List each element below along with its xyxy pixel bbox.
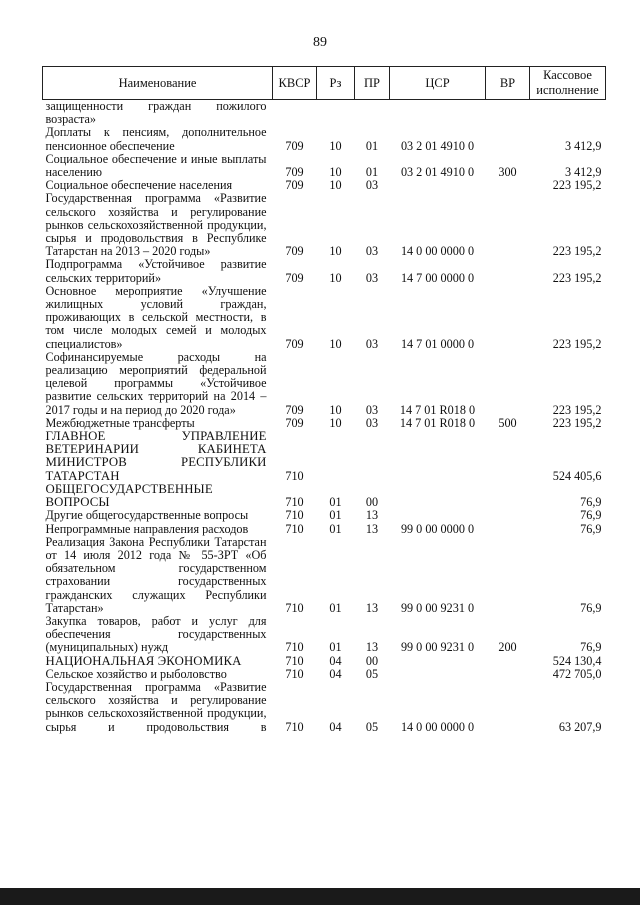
row-vr xyxy=(486,192,530,258)
row-kvsr: 710 xyxy=(285,495,304,510)
row-name: ОБЩЕГОСУДАРСТВЕННЫЕ ВОПРОСЫ xyxy=(45,481,213,510)
row-pr: 13 xyxy=(365,508,379,523)
table-row xyxy=(43,351,606,417)
budget-table xyxy=(42,66,606,734)
row-rz: 04 xyxy=(329,666,342,681)
row-sum: 63 207,9 xyxy=(558,719,602,734)
scan-bottom-edge xyxy=(0,888,640,905)
row-rz: 10 xyxy=(329,244,342,259)
budget-table-container xyxy=(42,66,605,734)
row-rz: 10 xyxy=(329,138,342,153)
row-kvsr xyxy=(273,100,317,127)
row-sum: 76,9 xyxy=(580,640,602,655)
row-kvsr: 709 xyxy=(285,270,304,285)
row-pr: 01 xyxy=(365,165,379,180)
row-vr xyxy=(486,681,530,734)
row-pr: 13 xyxy=(365,640,379,655)
page-number: 89 xyxy=(313,35,327,50)
table-row xyxy=(43,258,606,284)
row-pr: 01 xyxy=(365,138,379,153)
row-name: Государственная программа «Развитие сельского хозяйства и регулирование рынков сельскохозяйственной продукции, сырья и продовольствия в xyxy=(45,679,267,734)
row-csr: 99 0 00 9231 0 xyxy=(400,640,475,655)
header-sum-line2: исполнение xyxy=(536,83,599,97)
row-sum: 3 412,9 xyxy=(564,165,602,180)
header-sum xyxy=(530,67,606,100)
row-sum: 76,9 xyxy=(580,600,602,615)
row-csr xyxy=(390,179,486,192)
row-pr xyxy=(355,100,390,127)
row-sum: 223 195,2 xyxy=(552,402,602,417)
row-sum: 524 405,6 xyxy=(552,468,602,483)
row-vr xyxy=(486,536,530,615)
row-name: Софинансируемые расходы на реализацию мероприятий федеральной целевой программы «Устойчивое развитие сельских территорий на 2014 – 2017 годы и на период до 2020 года» xyxy=(45,349,267,417)
row-sum: 524 130,4 xyxy=(552,653,602,668)
row-csr: 14 7 01 R018 0 xyxy=(399,402,476,417)
row-rz: 01 xyxy=(329,521,342,536)
row-pr: 13 xyxy=(365,600,379,615)
row-vr xyxy=(486,351,530,417)
row-pr: 05 xyxy=(365,666,379,681)
row-pr: 03 xyxy=(365,402,379,417)
table-row xyxy=(43,483,606,509)
row-rz: 10 xyxy=(329,165,342,180)
row-vr: 300 xyxy=(498,165,517,180)
row-pr: 03 xyxy=(365,178,379,193)
table-row xyxy=(43,523,606,536)
row-sum: 223 195,2 xyxy=(552,270,602,285)
row-name: Реализация Закона Республики Татарстан от 14 июля 2012 года № 55-ЗРТ «Об обязательном государственном страховании государственных гражданских служащих Республики Татарстан» xyxy=(45,534,267,615)
row-rz: 10 xyxy=(329,178,342,193)
row-csr xyxy=(390,483,486,509)
table-row xyxy=(43,655,606,668)
row-rz: 10 xyxy=(329,402,342,417)
row-pr xyxy=(355,430,390,483)
row-kvsr: 709 xyxy=(285,178,304,193)
row-csr xyxy=(390,100,486,127)
row-csr: 99 0 00 0000 0 xyxy=(400,521,475,536)
row-rz xyxy=(317,430,355,483)
row-csr xyxy=(390,668,486,681)
row-vr xyxy=(486,179,530,192)
row-name: НАЦИОНАЛЬНАЯ ЭКОНОМИКА xyxy=(45,653,242,668)
row-name: Социальное обеспечение населения xyxy=(45,178,233,193)
table-header xyxy=(43,67,606,100)
row-vr xyxy=(486,655,530,668)
row-name: ГЛАВНОЕ УПРАВЛЕНИЕ ВЕТЕРИНАРИИ КАБИНЕТА МИНИСТРОВ РЕСПУБЛИКИ ТАТАРСТАН xyxy=(45,429,267,483)
row-kvsr: 709 xyxy=(285,415,304,430)
row-name: Подпрограмма «Устойчивое развитие сельских территорий» xyxy=(45,257,267,285)
row-csr: 99 0 00 9231 0 xyxy=(400,600,475,615)
table-row xyxy=(43,615,606,655)
row-pr: 05 xyxy=(365,719,379,734)
row-csr xyxy=(390,509,486,522)
row-vr xyxy=(486,285,530,351)
row-csr: 14 0 00 0000 0 xyxy=(400,719,475,734)
row-kvsr: 710 xyxy=(285,719,304,734)
row-pr: 03 xyxy=(365,415,379,430)
table-row xyxy=(43,681,606,734)
row-rz: 10 xyxy=(329,336,342,351)
row-csr xyxy=(390,655,486,668)
row-rz xyxy=(317,100,355,127)
row-kvsr: 709 xyxy=(285,138,304,153)
row-csr: 14 7 01 0000 0 xyxy=(400,336,475,351)
header-csr: ЦСР xyxy=(390,67,486,100)
table-row xyxy=(43,536,606,615)
row-rz: 10 xyxy=(329,270,342,285)
row-sum: 472 705,0 xyxy=(552,666,602,681)
row-pr: 00 xyxy=(365,495,379,510)
row-name: Доплаты к пенсиям, дополнительное пенсионное обеспечение xyxy=(45,125,267,153)
header-name: Наименование xyxy=(43,67,273,100)
row-name: Межбюджетные трансферты xyxy=(45,415,195,430)
row-pr: 03 xyxy=(365,244,379,259)
row-vr xyxy=(486,523,530,536)
row-name: Сельское хозяйство и рыболовство xyxy=(45,666,227,681)
table-row xyxy=(43,509,606,522)
row-kvsr: 709 xyxy=(285,165,304,180)
header-pr: ПР xyxy=(355,67,390,100)
row-sum: 76,9 xyxy=(580,495,602,510)
header-vr: ВР xyxy=(486,67,530,100)
row-name: Государственная программа «Развитие сельского хозяйства и регулирование рынков сельскохозяйственной продукции, сырья и продовольствия в Республике Татарстан на 2013 – 2020 годы» xyxy=(45,191,267,259)
row-sum: 223 195,2 xyxy=(552,178,602,193)
row-vr xyxy=(486,509,530,522)
row-pr: 13 xyxy=(365,521,379,536)
table-row xyxy=(43,192,606,258)
row-vr xyxy=(486,100,530,127)
row-kvsr: 710 xyxy=(285,508,304,523)
row-name: Непрограммные направления расходов xyxy=(45,521,249,536)
row-kvsr: 709 xyxy=(285,336,304,351)
table-row xyxy=(43,668,606,681)
header-sum-line1: Кассовое xyxy=(543,68,592,82)
table-body xyxy=(43,100,606,734)
table-row xyxy=(43,126,606,152)
row-kvsr: 710 xyxy=(285,468,304,483)
row-csr: 14 7 00 0000 0 xyxy=(400,270,475,285)
row-kvsr: 710 xyxy=(285,600,304,615)
row-csr: 03 2 01 4910 0 xyxy=(400,138,475,153)
row-rz: 01 xyxy=(329,640,342,655)
row-rz: 04 xyxy=(329,719,342,734)
row-vr xyxy=(486,126,530,152)
header-row xyxy=(43,67,606,100)
row-kvsr: 710 xyxy=(285,640,304,655)
row-sum: 76,9 xyxy=(580,521,602,536)
row-rz: 01 xyxy=(329,508,342,523)
row-csr: 03 2 01 4910 0 xyxy=(400,165,475,180)
row-kvsr: 709 xyxy=(285,244,304,259)
table-row xyxy=(43,430,606,483)
row-name: Другие общегосударственные вопросы xyxy=(45,508,249,523)
row-vr: 200 xyxy=(498,640,517,655)
row-pr: 03 xyxy=(365,270,379,285)
row-vr xyxy=(486,668,530,681)
row-csr: 14 0 00 0000 0 xyxy=(400,244,475,259)
row-name: Закупка товаров, работ и услуг для обеспечения государственных (муниципальных) нужд xyxy=(45,613,267,655)
table-row xyxy=(43,285,606,351)
row-vr xyxy=(486,483,530,509)
row-sum: 223 195,2 xyxy=(552,415,602,430)
row-sum: 3 412,9 xyxy=(564,138,602,153)
table-row xyxy=(43,153,606,179)
row-csr: 14 7 01 R018 0 xyxy=(399,415,476,430)
row-name: защищенности граждан пожилого возраста» xyxy=(45,99,267,127)
table-row xyxy=(43,100,606,127)
row-kvsr: 709 xyxy=(285,402,304,417)
row-sum: 76,9 xyxy=(580,508,602,523)
row-pr: 03 xyxy=(365,336,379,351)
row-pr: 00 xyxy=(365,653,379,668)
row-name: Социальное обеспечение и иные выплаты населению xyxy=(45,151,267,180)
row-name: Основное мероприятие «Улучшение жилищных условий граждан, проживающих в сельской местности, в том числе молодых семей и молодых специалистов» xyxy=(45,283,267,351)
row-kvsr: 710 xyxy=(285,521,304,536)
row-sum xyxy=(530,100,606,127)
row-vr xyxy=(486,430,530,483)
header-kvsr: КВСР xyxy=(273,67,317,100)
row-rz: 10 xyxy=(329,415,342,430)
row-rz: 01 xyxy=(329,600,342,615)
row-sum: 223 195,2 xyxy=(552,244,602,259)
row-csr xyxy=(390,430,486,483)
row-kvsr: 710 xyxy=(285,653,304,668)
header-rz: Рз xyxy=(317,67,355,100)
row-sum: 223 195,2 xyxy=(552,336,602,351)
row-vr: 500 xyxy=(498,415,517,430)
row-rz: 01 xyxy=(329,495,342,510)
row-vr xyxy=(486,258,530,284)
row-kvsr: 710 xyxy=(285,666,304,681)
row-rz: 04 xyxy=(329,653,342,668)
